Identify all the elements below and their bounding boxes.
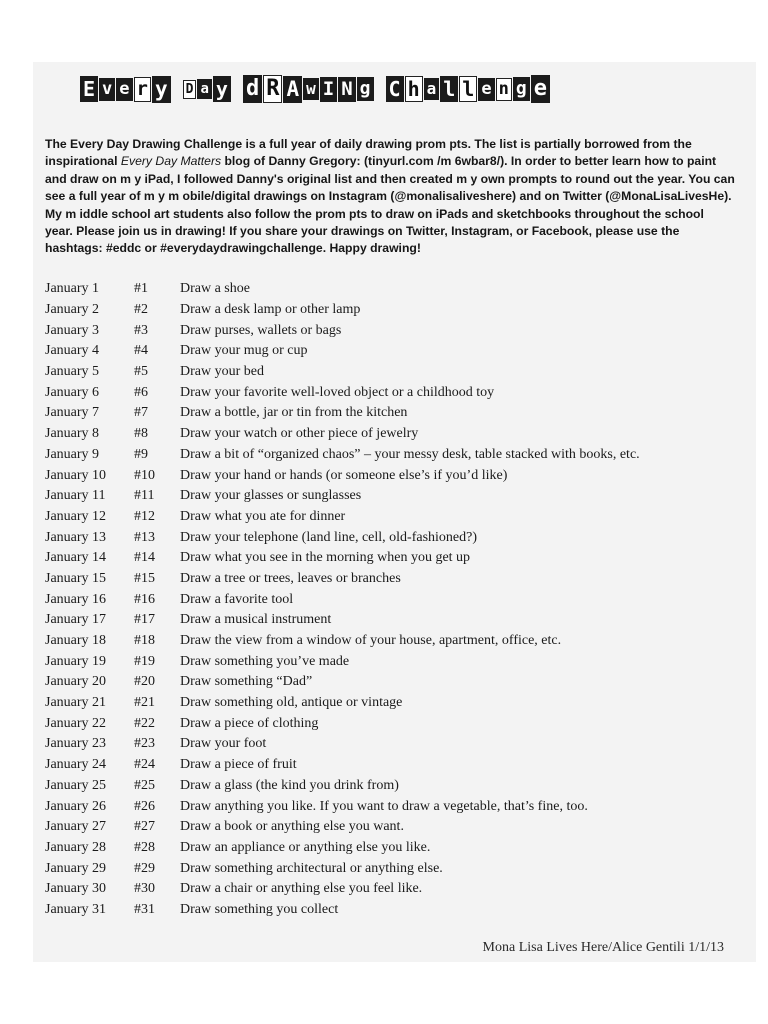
prompt-row	[45, 734, 745, 755]
prompt-text: Draw your hand or hands (or someone else’s if you’d like)	[180, 467, 508, 483]
prompt-date: January 8	[45, 426, 100, 442]
prompt-row	[45, 507, 745, 528]
footer-credit: Mona Lisa Lives Here/Alice Gentili 1/1/13	[482, 940, 724, 955]
prompt-date: January 23	[45, 736, 107, 752]
prompt-text: Draw something old, antique or vintage	[180, 695, 403, 711]
prompt-text: Draw your glasses or sunglasses	[180, 488, 362, 504]
title-letter: l	[440, 76, 458, 102]
prompt-date: January 28	[45, 839, 107, 855]
prompt-text: Draw the view from a window of your house, apartment, office, etc.	[180, 633, 562, 649]
prompt-text: Draw a piece of fruit	[180, 757, 297, 773]
prompt-text: Draw an appliance or anything else you like.	[180, 839, 431, 855]
prompt-row	[45, 403, 745, 424]
prompt-number: #1	[134, 281, 148, 297]
prompt-text: Draw a bit of “organized chaos” – your messy desk, table stacked with books, etc.	[180, 446, 640, 462]
prompt-date: January 4	[45, 343, 100, 359]
prompt-number: #2	[134, 302, 148, 318]
prompt-row	[45, 610, 745, 631]
title-letter: a	[197, 79, 211, 99]
prompt-number: #21	[134, 695, 155, 711]
prompt-number: #9	[134, 446, 148, 462]
prompt-date: January 7	[45, 405, 100, 421]
prompt-row	[45, 279, 745, 300]
prompt-text: Draw your telephone (land line, cell, old-fashioned?)	[180, 529, 478, 545]
prompt-number: #8	[134, 426, 148, 442]
prompt-row	[45, 713, 745, 734]
prompt-number: #19	[134, 653, 155, 669]
prompt-number: #15	[134, 570, 155, 586]
prompt-number: #4	[134, 343, 148, 359]
prompt-text: Draw purses, wallets or bags	[180, 322, 342, 338]
prompt-text: Draw a chair or anything else you feel like.	[180, 881, 423, 897]
intro-text-b: blog of Danny Gregory: (tinyurl.com /m 6wbar8/). In order to better learn how to paint and draw on m y iPad, I followed Danny's original list and then created m y own prompts to round out the year. You can see a full year of m y m obile/digital drawings on Instagram (@monalisaliveshere) and on Twitter (@MonaLisaLivesHe). My m iddle school art students also follow the prom pts to draw on iPads and sketchbooks throughout the school year. Please join us in drawing! If you share your drawings on Twitter, Instagram, or Facebook, please use the hashtags: #eddc or #everydaydrawingchallenge. Happy drawing!	[45, 154, 735, 256]
prompt-number: #22	[134, 715, 155, 731]
prompt-number: #17	[134, 612, 155, 628]
prompt-text: Draw what you ate for dinner	[180, 508, 346, 524]
prompt-number: #14	[134, 550, 155, 566]
prompt-number: #16	[134, 591, 155, 607]
prompt-text: Draw a favorite tool	[180, 591, 294, 607]
prompt-row	[45, 838, 745, 859]
prompt-number: #11	[134, 488, 155, 504]
prompt-number: #24	[134, 757, 155, 773]
prompt-row	[45, 755, 745, 776]
prompt-date: January 26	[45, 798, 107, 814]
prompt-row	[45, 858, 745, 879]
prompt-date: January 13	[45, 529, 107, 545]
prompt-number: #10	[134, 467, 155, 483]
prompt-date: January 11	[45, 488, 106, 504]
prompt-row	[45, 424, 745, 445]
title-letter: e	[478, 78, 494, 101]
prompt-text: Draw your mug or cup	[180, 343, 308, 359]
prompt-date: January 10	[45, 467, 107, 483]
prompt-row	[45, 817, 745, 838]
prompt-row	[45, 300, 745, 321]
prompt-text: Draw a piece of clothing	[180, 715, 319, 731]
prompt-text: Draw anything you like. If you want to draw a vegetable, that’s fine, too.	[180, 798, 588, 814]
intro-text-a: The Every Day Drawing Challenge is a full year of daily drawing prom pts. The list is partially borrowed from the inspirational	[45, 137, 692, 169]
prompt-row	[45, 382, 745, 403]
prompt-text: Draw your bed	[180, 364, 264, 380]
prompt-date: January 31	[45, 901, 107, 917]
prompt-date: January 25	[45, 777, 107, 793]
prompt-row	[45, 776, 745, 797]
prompt-number: #29	[134, 860, 155, 876]
prompt-text: Draw a musical instrument	[180, 612, 332, 628]
prompt-date: January 21	[45, 695, 107, 711]
prompt-text: Draw something you’ve made	[180, 653, 350, 669]
prompt-date: January 5	[45, 364, 100, 380]
title-letter: w	[303, 78, 319, 100]
title-letter: e	[116, 78, 132, 101]
title-letter: e	[531, 75, 550, 103]
title-letter: v	[99, 78, 115, 101]
prompt-row	[45, 589, 745, 610]
title-letter: h	[405, 76, 423, 102]
prompt-row	[45, 900, 745, 921]
prompt-row	[45, 879, 745, 900]
title-letter: D	[183, 80, 197, 99]
title-letter: n	[496, 78, 512, 101]
prompt-date: January 1	[45, 281, 100, 297]
prompt-text: Draw your favorite well-loved object or a childhood toy	[180, 384, 495, 400]
prompt-date: January 20	[45, 674, 107, 690]
prompt-date: January 18	[45, 633, 107, 649]
title-word	[243, 75, 374, 103]
prompt-row	[45, 445, 745, 466]
title-letter: a	[424, 78, 440, 100]
prompt-number: #3	[134, 322, 148, 338]
title-letter: g	[513, 77, 530, 101]
prompt-row	[45, 362, 745, 383]
prompt-number: #5	[134, 364, 148, 380]
prompt-text: Draw a tree or trees, leaves or branches	[180, 570, 401, 586]
prompt-text: Draw what you see in the morning when you get up	[180, 550, 471, 566]
prompt-date: January 22	[45, 715, 107, 731]
title-word	[80, 76, 171, 103]
prompt-row	[45, 651, 745, 672]
title-letter: l	[459, 76, 477, 102]
prompt-row	[45, 631, 745, 652]
prompt-number: #7	[134, 405, 148, 421]
prompt-text: Draw something architectural or anything else.	[180, 860, 443, 876]
prompt-row	[45, 693, 745, 714]
prompt-date: January 29	[45, 860, 107, 876]
prompt-number: #13	[134, 529, 155, 545]
prompt-date: January 6	[45, 384, 100, 400]
prompt-number: #25	[134, 777, 155, 793]
prompt-row	[45, 672, 745, 693]
prompt-text: Draw a book or anything else you want.	[180, 819, 404, 835]
prompt-list	[45, 279, 745, 920]
prompt-date: January 3	[45, 322, 100, 338]
prompt-date: January 15	[45, 570, 107, 586]
prompt-date: January 17	[45, 612, 107, 628]
title-letter: y	[213, 76, 231, 102]
prompt-number: #26	[134, 798, 155, 814]
prompt-number: #30	[134, 881, 155, 897]
title-word	[183, 76, 231, 102]
prompt-date: January 19	[45, 653, 107, 669]
title-word	[386, 75, 550, 103]
prompt-row	[45, 486, 745, 507]
title-letter: d	[243, 75, 262, 103]
prompt-date: January 24	[45, 757, 107, 773]
prompt-row	[45, 320, 745, 341]
prompt-date: January 27	[45, 819, 107, 835]
prompt-number: #12	[134, 508, 155, 524]
prompt-number: #31	[134, 901, 155, 917]
prompt-row	[45, 569, 745, 590]
prompt-text: Draw something you collect	[180, 901, 339, 917]
title-letter: R	[263, 75, 282, 103]
prompt-date: January 12	[45, 508, 107, 524]
prompt-text: Draw your watch or other piece of jewelry	[180, 426, 419, 442]
prompt-number: #20	[134, 674, 155, 690]
prompt-text: Draw something “Dad”	[180, 674, 313, 690]
prompt-date: January 14	[45, 550, 107, 566]
prompt-text: Draw a desk lamp or other lamp	[180, 302, 361, 318]
prompt-row	[45, 796, 745, 817]
page-title	[80, 74, 690, 104]
prompt-date: January 30	[45, 881, 107, 897]
prompt-number: #28	[134, 839, 155, 855]
prompt-text: Draw your foot	[180, 736, 267, 752]
prompt-date: January 16	[45, 591, 107, 607]
prompt-number: #23	[134, 736, 155, 752]
prompt-date: January 2	[45, 302, 100, 318]
title-letter: y	[152, 76, 171, 103]
prompt-text: Draw a bottle, jar or tin from the kitchen	[180, 405, 408, 421]
blog-name: Every Day Matters	[120, 154, 222, 169]
title-letter: I	[320, 77, 337, 102]
prompt-number: #18	[134, 633, 155, 649]
intro-paragraph	[45, 136, 735, 258]
prompt-number: #27	[134, 819, 155, 835]
prompt-date: January 9	[45, 446, 100, 462]
prompt-row	[45, 548, 745, 569]
prompt-text: Draw a glass (the kind you drink from)	[180, 777, 399, 793]
title-letter: A	[283, 76, 302, 103]
title-letter: E	[80, 76, 98, 102]
title-letter: N	[338, 77, 355, 102]
prompt-row	[45, 465, 745, 486]
title-letter: g	[357, 77, 374, 101]
title-letter: r	[134, 77, 151, 102]
prompt-text: Draw a shoe	[180, 281, 250, 297]
title-letter: C	[386, 76, 404, 102]
prompt-row	[45, 341, 745, 362]
prompt-number: #6	[134, 384, 148, 400]
prompt-row	[45, 527, 745, 548]
